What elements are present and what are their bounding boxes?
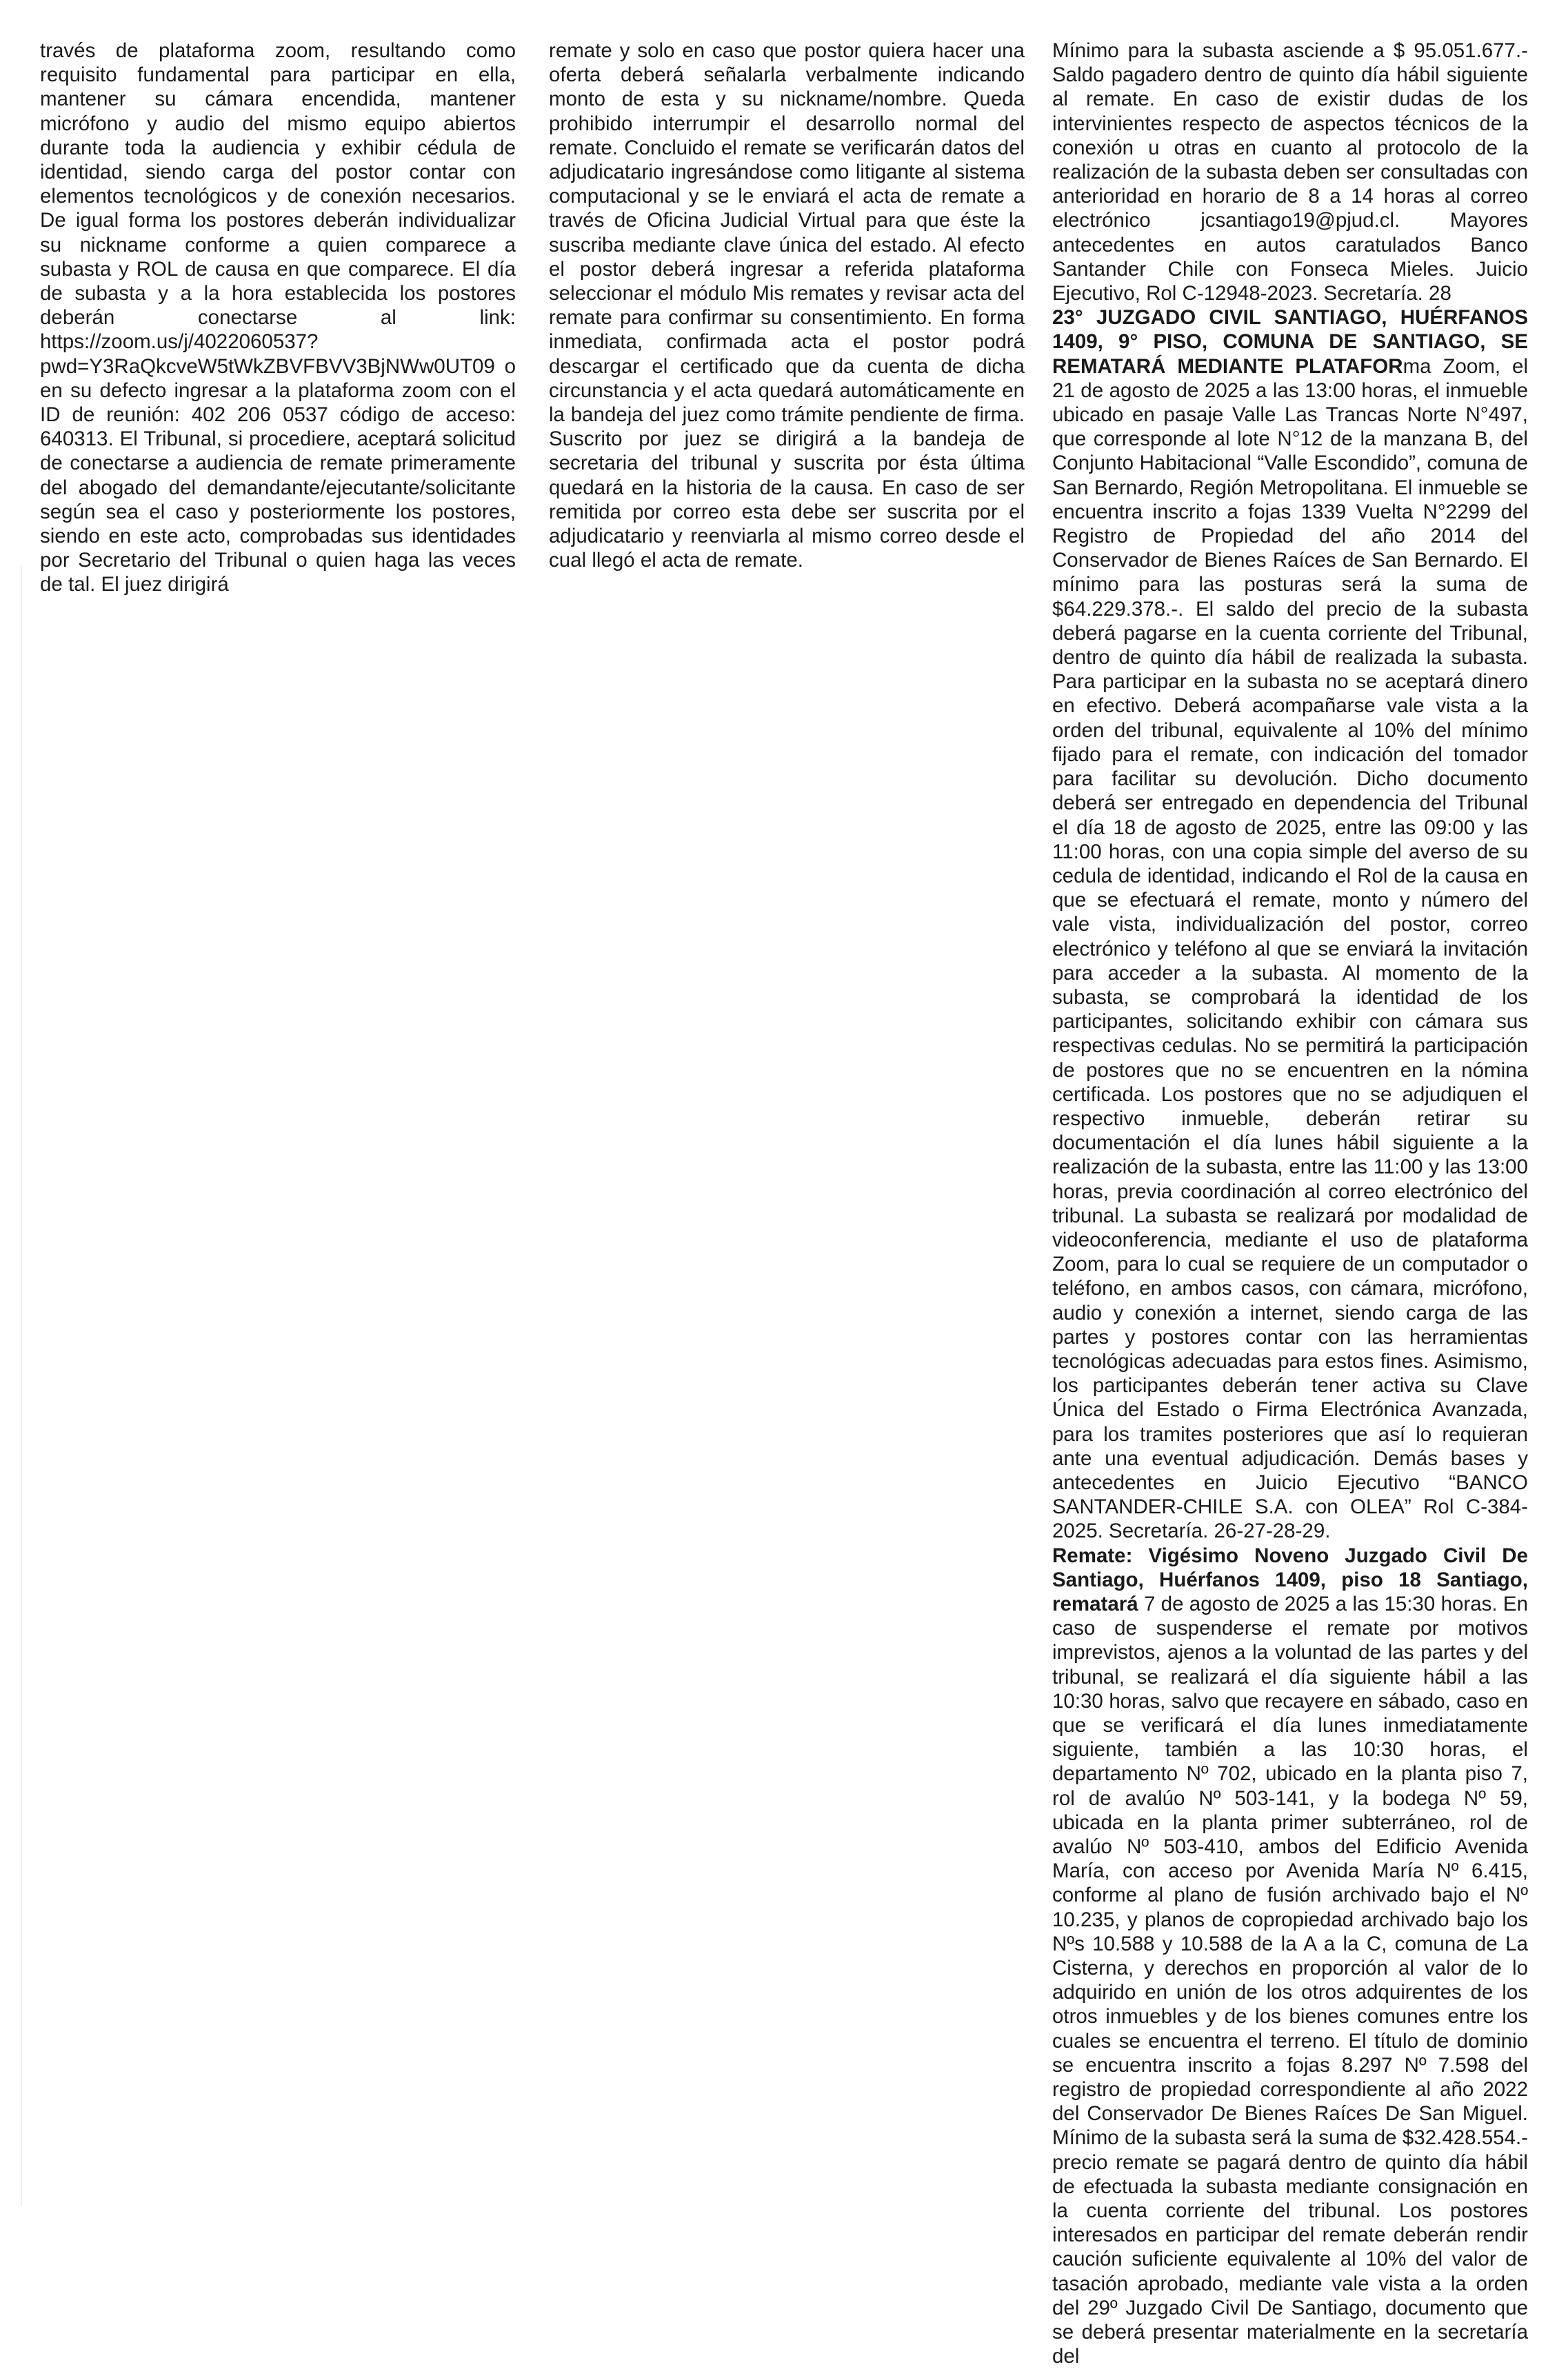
auction-notice-continuation: Mínimo para la subasta asciende a $ 95.051.677.- Saldo pagadero dentro de quinto día hábil siguiente al remate. En caso de existir dudas de los intervinientes respecto de aspectos técnicos de la conexión u otras en cuanto al protocolo de la realización de la subasta deben ser consultadas con anterioridad en horario de 8 a 14 horas al correo electrónico jcsantiago19@pjud.cl. Mayores antecedentes en autos caratulados Banco Santander Chile con Fonseca Mieles. Juicio Ejecutivo, Rol C-12948-2023. Secretaría. 28 [1052,39,1528,305]
notice-heading: Remate: Vigésimo Noveno Juzgado Civil De Santiago, Huérfanos 1409, piso 18 Santiago, rematará [1052,1544,1528,1615]
column-1-text: través de plataforma zoom, resultando como requisito fundamental para participar en ella, mantener su cámara encendida, mantener micrófono y audio del mismo equipo abiertos durante toda la audiencia y exhibir cédula de identidad, siendo carga del postor contar con elementos tecnológicos y de conexión necesarios. De igual forma los postores deberán individualizar su nickname conforme a quien comparece a subasta y ROL de causa en que comparece. El día de subasta y a la hora establecida los postores deberán conectarse al link: https://zoom.us/j/4022060537?pwd=Y3RaQkcveW5tWkZBVFBVV3BjNWw0UT09 o en su defecto ingresar a la plataforma zoom con el ID de reunión: 402 206 0537 código de acceso: 640313. El Tribunal, si procediere, aceptará solicitud de conectarse a audiencia de remate primeramente del abogado del demandante/ejecutante/solicitante según sea el caso y posteriormente los postores, siendo en este acto, comprobadas sus identidades por Secretario del Tribunal o quien haga las veces de tal. El juez dirigirá [40,39,516,596]
auction-notice-29-juzgado [1052,1544,1528,2369]
page-edge-line [21,565,22,2206]
auction-notice-23-juzgado [1052,305,1528,1543]
notice-body: 7 de agosto de 2025 a las 15:30 horas. En caso de suspenderse el remate por motivos imprevistos, ajenos a la voluntad de las partes y del tribunal, se realizará el día siguiente hábil a las 10:30 horas, salvo que recayere en sábado, caso en que se verificará el día lunes inmediatamente siguiente, también a las 10:30 horas, el departamento Nº 702, ubicado en la planta piso 7, rol de avalúo Nº 503-141, y la bodega Nº 59, ubicada en la planta primer subterráneo, rol de avalúo Nº 503-410, ambos del Edificio Avenida María, con acceso por Avenida María Nº 6.415, conforme al plano de fusión archivado bajo el Nº 10.235, y planos de copropiedad archivado bajo los Nºs 10.588 y 10.588 de la A a la C, comuna de La Cisterna, y derechos en proporción al valor de lo adquirido en unión de los otros adquirentes de los otros inmuebles y de los bienes comunes entre los cuales se encuentra el terreno. El título de dominio se encuentra inscrito a fojas 8.297 Nº 7.598 del registro de propiedad correspondiente al año 2022 del Conservador De Bienes Raíces De San Miguel. Mínimo de la subasta será la suma de $32.428.554.- precio remate se pagará dentro de quinto día hábil de efectuada la subasta mediante consignación en la cuenta corriente del tribunal. Los postores interesados en participar del remate deberán rendir caución suficiente equivalente al 10% del valor de tasación aprobado, mediante vale vista a la orden del 29º Juzgado Civil De Santiago, documento que se deberá presentar materialmente en la secretaría del [1052,1593,1528,2368]
notice-heading: 23° JUZGADO CIVIL SANTIAGO, HUÉRFANOS 1409, 9° PISO, COMUNA DE SANTIAGO, SE REMATARÁ MEDIANTE PLATAFOR [1052,306,1528,378]
column-2-text: remate y solo en caso que postor quiera hacer una oferta deberá señalarla verbalmente indicando monto de esta y su nickname/nombre. Queda prohibido interrumpir el desarrollo normal del remate. Concluido el remate se verificarán datos del adjudicatario ingresándose como litigante al sistema computacional y se le enviará el acta de remate a través de Oficina Judicial Virtual para que éste la suscriba mediante clave única del estado. Al efecto el postor deberá ingresar a referida plataforma seleccionar el módulo Mis remates y revisar acta del remate para confirmar su consentimiento. En forma inmediata, confirmada acta el postor podrá descargar el certificado que da cuenta de dicha circunstancia y el acta quedará automáticamente en la bandeja del juez como trámite pendiente de firma. Suscrito por juez se dirigirá a la bandeja de secretaria del tribunal y suscrita por ésta última quedará en la historia de la causa. En caso de ser remitida por correo esta debe ser suscrita por el adjudicatario y reenviarla al mismo correo desde el cual llegó el acta de remate. [549,39,1025,572]
column-3 [1052,39,1529,2368]
column-1 [40,39,516,596]
column-2 [549,39,1025,572]
notice-body: ma Zoom, el 21 de agosto de 2025 a las 13:00 horas, el inmueble ubicado en pasaje Valle Las Trancas Norte N°497, que corresponde al lote N°12 de la manzana B, del Conjunto Habitacional “Valle Escondido”, comuna de San Bernardo, Región Metropolitana. El inmueble se encuentra inscrito a fojas 1339 Vuelta N°2299 del Registro de Propiedad del año 2014 del Conservador de Bienes Raíces de San Bernardo. El mínimo para las posturas será la suma de $64.229.378.-. El saldo del precio de la subasta deberá pagarse en la cuenta corriente del Tribunal, dentro de quinto día hábil de realizada la subasta. Para participar en la subasta no se aceptará dinero en efectivo. Deberá acompañarse vale vista a la orden del tribunal, equivalente al 10% del mínimo fijado para el remate, con indicación del tomador para facilitar su devolución. Dicho documento deberá ser entregado en dependencia del Tribunal el día 18 de agosto de 2025, entre las 09:00 y las 11:00 horas, con una copia simple del averso de su cedula de identidad, indicando el Rol de la causa en que se efectuará el remate, monto y número del vale vista, individualización del postor, correo electrónico y teléfono al que se enviará la invitación para acceder a la subasta. Al momento de la subasta, se comprobará la identidad de los participantes, solicitando exhibir con cámara sus respectivas cedulas. No se permitirá la participación de postores que no se encuentren en la nómina certificada. Los postores que no se adjudiquen el respectivo inmueble, deberán retirar su documentación el día lunes hábil siguiente a la realización de la subasta, entre las 11:00 y las 13:00 horas, previa coordinación al correo electrónico del tribunal. La subasta se realizará por modalidad de videoconferencia, mediante el uso de plataforma Zoom, para lo cual se requiere de un computador o teléfono, en ambos casos, con cámara, micrófono, audio y conexión a internet, siendo carga de las partes y postores contar con las herramientas tecnológicas adecuadas para estos fines. Asimismo, los participantes deberán tener activa su Clave Única del Estado o Firma Electrónica Avanzada, para los tramites posteriores que así lo requieran ante una eventual adjudicación. Demás bases y antecedentes en Juicio Ejecutivo “BANCO SANTANDER-CHILE S.A. con OLEA” Rol C-384-2025. Secretaría. 26-27-28-29. [1052,354,1529,1543]
